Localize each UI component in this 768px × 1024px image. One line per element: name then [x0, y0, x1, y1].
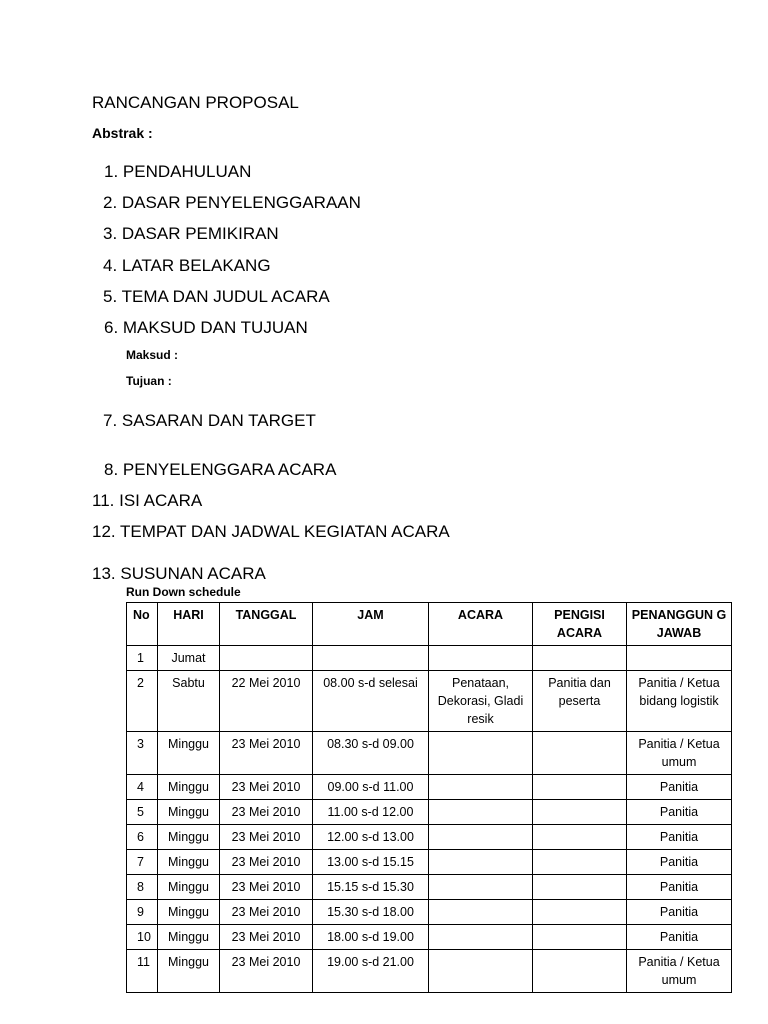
cell-hari: Minggu: [158, 925, 220, 950]
rundown-label: Run Down schedule: [126, 585, 241, 599]
table-row: [127, 671, 732, 732]
cell-tanggal: [220, 646, 313, 671]
cell-hari: Minggu: [158, 950, 220, 993]
cell-penanggung-jawab: Panitia / Ketua umum: [627, 732, 732, 775]
outline-item-1: 1. PENDAHULUAN: [104, 162, 252, 181]
cell-hari: Minggu: [158, 875, 220, 900]
cell-hari: Minggu: [158, 850, 220, 875]
cell-hari: Minggu: [158, 775, 220, 800]
cell-acara: [429, 646, 533, 671]
cell-penanggung-jawab: Panitia: [627, 925, 732, 950]
cell-pengisi-acara: [533, 925, 627, 950]
table-row: [127, 825, 732, 850]
cell-pengisi-acara: [533, 900, 627, 925]
cell-acara: [429, 800, 533, 825]
cell-tanggal: 23 Mei 2010: [220, 850, 313, 875]
cell-hari: Jumat: [158, 646, 220, 671]
cell-acara: [429, 875, 533, 900]
cell-penanggung-jawab: [627, 646, 732, 671]
header-acara: ACARA: [429, 603, 533, 646]
cell-penanggung-jawab: Panitia: [627, 850, 732, 875]
outline-item-12: 12. TEMPAT DAN JADWAL KEGIATAN ACARA: [92, 522, 450, 541]
cell-jam: 15.15 s-d 15.30: [313, 875, 429, 900]
cell-no: 8: [127, 875, 158, 900]
cell-pengisi-acara: [533, 950, 627, 993]
outline-item-11: 11. ISI ACARA: [92, 491, 203, 510]
cell-tanggal: 23 Mei 2010: [220, 825, 313, 850]
header-hari: HARI: [158, 603, 220, 646]
table-header-row: [127, 603, 732, 646]
rundown-table: [126, 602, 732, 993]
cell-acara: Penataan, Dekorasi, Gladi resik: [429, 671, 533, 732]
cell-no: 11: [127, 950, 158, 993]
cell-tanggal: 23 Mei 2010: [220, 875, 313, 900]
cell-penanggung-jawab: Panitia: [627, 800, 732, 825]
cell-pengisi-acara: Panitia dan peserta: [533, 671, 627, 732]
cell-no: 7: [127, 850, 158, 875]
table-row: [127, 925, 732, 950]
outline-item-4: 4. LATAR BELAKANG: [103, 256, 271, 275]
table-row: [127, 900, 732, 925]
table-row: [127, 800, 732, 825]
header-no: No: [127, 603, 158, 646]
cell-jam: 18.00 s-d 19.00: [313, 925, 429, 950]
cell-tanggal: 23 Mei 2010: [220, 950, 313, 993]
cell-hari: Minggu: [158, 732, 220, 775]
cell-no: 4: [127, 775, 158, 800]
cell-jam: 19.00 s-d 21.00: [313, 950, 429, 993]
cell-no: 3: [127, 732, 158, 775]
maksud-label: Maksud :: [126, 348, 179, 362]
cell-hari: Minggu: [158, 825, 220, 850]
outline-item-7: 7. SASARAN DAN TARGET: [103, 411, 316, 430]
cell-tanggal: 22 Mei 2010: [220, 671, 313, 732]
cell-hari: Minggu: [158, 800, 220, 825]
cell-jam: 08.30 s-d 09.00: [313, 732, 429, 775]
cell-no: 1: [127, 646, 158, 671]
cell-tanggal: 23 Mei 2010: [220, 800, 313, 825]
outline-item-13: 13. SUSUNAN ACARA: [92, 564, 266, 583]
cell-jam: 13.00 s-d 15.15: [313, 850, 429, 875]
cell-hari: Minggu: [158, 900, 220, 925]
outline-item-6: 6. MAKSUD DAN TUJUAN: [104, 318, 308, 337]
cell-acara: [429, 775, 533, 800]
cell-jam: 08.00 s-d selesai: [313, 671, 429, 732]
cell-acara: [429, 925, 533, 950]
cell-pengisi-acara: [533, 850, 627, 875]
cell-acara: [429, 732, 533, 775]
cell-pengisi-acara: [533, 775, 627, 800]
outline-item-5: 5. TEMA DAN JUDUL ACARA: [103, 287, 330, 306]
cell-no: 10: [127, 925, 158, 950]
cell-pengisi-acara: [533, 825, 627, 850]
cell-penanggung-jawab: Panitia / Ketua umum: [627, 950, 732, 993]
cell-jam: 15.30 s-d 18.00: [313, 900, 429, 925]
header-tanggal: TANGGAL: [220, 603, 313, 646]
header-penanggung-jawab: PENANGGUN G JAWAB: [627, 603, 732, 646]
table-row: [127, 950, 732, 993]
cell-penanggung-jawab: Panitia: [627, 875, 732, 900]
cell-penanggung-jawab: Panitia: [627, 825, 732, 850]
cell-acara: [429, 850, 533, 875]
outline-item-3: 3. DASAR PEMIKIRAN: [103, 224, 279, 243]
cell-no: 9: [127, 900, 158, 925]
cell-no: 6: [127, 825, 158, 850]
table-row: [127, 646, 732, 671]
cell-tanggal: 23 Mei 2010: [220, 925, 313, 950]
outline-item-2: 2. DASAR PENYELENGGARAAN: [103, 193, 361, 212]
table-row: [127, 732, 732, 775]
cell-tanggal: 23 Mei 2010: [220, 900, 313, 925]
cell-jam: 11.00 s-d 12.00: [313, 800, 429, 825]
cell-jam: [313, 646, 429, 671]
cell-tanggal: 23 Mei 2010: [220, 732, 313, 775]
header-pengisi-acara: PENGISI ACARA: [533, 603, 627, 646]
cell-acara: [429, 950, 533, 993]
cell-pengisi-acara: [533, 732, 627, 775]
cell-pengisi-acara: [533, 875, 627, 900]
cell-pengisi-acara: [533, 646, 627, 671]
table-row: [127, 875, 732, 900]
cell-acara: [429, 900, 533, 925]
cell-no: 5: [127, 800, 158, 825]
cell-hari: Sabtu: [158, 671, 220, 732]
cell-penanggung-jawab: Panitia: [627, 900, 732, 925]
abstract-label: Abstrak :: [92, 125, 153, 141]
outline-item-8: 8. PENYELENGGARA ACARA: [104, 460, 337, 479]
table-row: [127, 850, 732, 875]
cell-acara: [429, 825, 533, 850]
cell-tanggal: 23 Mei 2010: [220, 775, 313, 800]
cell-penanggung-jawab: Panitia: [627, 775, 732, 800]
header-jam: JAM: [313, 603, 429, 646]
cell-pengisi-acara: [533, 800, 627, 825]
table-row: [127, 775, 732, 800]
cell-penanggung-jawab: Panitia / Ketua bidang logistik: [627, 671, 732, 732]
tujuan-label: Tujuan :: [126, 374, 172, 388]
cell-jam: 12.00 s-d 13.00: [313, 825, 429, 850]
cell-jam: 09.00 s-d 11.00: [313, 775, 429, 800]
document-title: RANCANGAN PROPOSAL: [92, 93, 299, 112]
cell-no: 2: [127, 671, 158, 732]
